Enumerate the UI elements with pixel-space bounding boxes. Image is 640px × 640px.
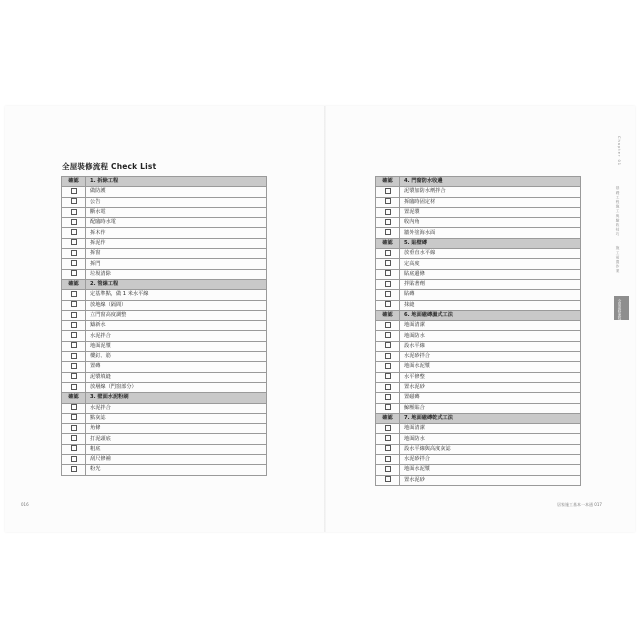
- section-header: [62, 393, 267, 403]
- checkbox-cell: [62, 403, 86, 413]
- checkbox-cell: [62, 352, 86, 362]
- checkbox-cell: [62, 382, 86, 392]
- checkbox[interactable]: [385, 250, 391, 256]
- checklist-item-label: 地面清潔: [400, 321, 581, 331]
- checklist-item-label: 粉光: [86, 465, 267, 475]
- checklist-row: [62, 362, 267, 372]
- checklist-item-label: 放層線（門窗部分）: [86, 382, 267, 392]
- checkbox[interactable]: [71, 209, 77, 215]
- checkbox-cell: [62, 434, 86, 444]
- checklist-item-label: 地面防水: [400, 434, 581, 444]
- checklist-item-label: 拆門: [86, 259, 267, 269]
- checkbox-cell: [62, 455, 86, 465]
- checklist-row: [376, 218, 581, 228]
- checkbox-cell: [62, 238, 86, 248]
- checklist-item-label: 拆窗: [86, 249, 267, 259]
- checklist-item-label: 牆外塗海水面: [400, 228, 581, 238]
- checkbox[interactable]: [385, 219, 391, 225]
- checklist-item-label: 公告: [86, 197, 267, 207]
- checkbox-cell: [62, 341, 86, 351]
- checkbox-cell: [376, 290, 400, 300]
- checkbox[interactable]: [385, 435, 391, 441]
- section-tab-label: 全屋裝修流程: [618, 299, 622, 320]
- checklist-row: [376, 269, 581, 279]
- checkbox[interactable]: [71, 384, 77, 390]
- checklist-item-label: 泥漿填縫: [86, 372, 267, 382]
- section-heading: 5. 貼壁磚: [400, 238, 581, 248]
- checkbox[interactable]: [385, 373, 391, 379]
- checklist-item-label: 放垂直水平線: [400, 249, 581, 259]
- checklist-item-label: 立門窗高度調整: [86, 310, 267, 320]
- checkbox-cell: [376, 228, 400, 238]
- checklist-row: [376, 300, 581, 310]
- section-tab: [614, 296, 629, 320]
- checklist-item-label: 地面泥漿: [86, 341, 267, 351]
- checkbox[interactable]: [71, 301, 77, 307]
- checklist-row: [62, 413, 267, 423]
- checklist-item-label: 地面水泥漿: [400, 362, 581, 372]
- checklist-row: [376, 434, 581, 444]
- checkbox[interactable]: [385, 425, 391, 431]
- checklist-item-label: 定高度: [400, 259, 581, 269]
- checklist-row: [376, 424, 581, 434]
- checkbox[interactable]: [71, 322, 77, 328]
- checkbox-cell: [376, 187, 400, 197]
- checkbox[interactable]: [385, 476, 391, 482]
- checklist-item-label: 泥漿加防水劑拌合: [400, 187, 581, 197]
- checkbox-cell: [62, 218, 86, 228]
- page-title: 全屋裝修流程 Check List: [62, 162, 157, 171]
- checklist-row: [62, 197, 267, 207]
- side-vertical-text-2: 施工前置作業: [616, 246, 620, 274]
- checklist-row: [62, 424, 267, 434]
- checkbox[interactable]: [385, 229, 391, 235]
- checkbox-cell: [376, 393, 400, 403]
- checklist-row: [62, 465, 267, 475]
- checklist-row: [376, 352, 581, 362]
- checklist-item-label: 定基準點，做 1 米水平線: [86, 290, 267, 300]
- checkbox[interactable]: [71, 219, 77, 225]
- checkbox[interactable]: [71, 342, 77, 348]
- section-header: [62, 177, 267, 187]
- section-heading: 2. 管線工程: [86, 279, 267, 289]
- checkbox[interactable]: [385, 209, 391, 215]
- checklist-row: [62, 331, 267, 341]
- checkbox-cell: [62, 187, 86, 197]
- checklist-item-label: 地面水泥漿: [400, 465, 581, 475]
- checkbox[interactable]: [385, 445, 391, 451]
- checkbox-cell: [376, 444, 400, 454]
- checkbox[interactable]: [71, 229, 77, 235]
- checklist-item-label: 拆木作: [86, 228, 267, 238]
- checkbox-cell: [376, 403, 400, 413]
- page-number-right: 居家施工基本一本通 017: [557, 502, 602, 507]
- checkbox-cell: [62, 269, 86, 279]
- checkbox[interactable]: [71, 270, 77, 276]
- checkbox[interactable]: [71, 435, 77, 441]
- checklist-row: [62, 403, 267, 413]
- checkbox[interactable]: [71, 260, 77, 266]
- checkbox-cell: [62, 413, 86, 423]
- checkbox-cell: [376, 207, 400, 217]
- checklist-item-label: 設水平線與高度灰誌: [400, 444, 581, 454]
- checkbox[interactable]: [385, 363, 391, 369]
- checklist-row: [376, 321, 581, 331]
- checklist-item-label: 拆臨時固定材: [400, 197, 581, 207]
- checklist-row: [376, 465, 581, 475]
- checklist-row: [62, 300, 267, 310]
- checkbox-cell: [376, 362, 400, 372]
- checklist-row: [376, 341, 581, 351]
- checklist-row: [376, 228, 581, 238]
- checklist-item-label: 水泥拌合: [86, 403, 267, 413]
- check-column-header: 確認: [376, 413, 400, 423]
- checklist-row: [62, 269, 267, 279]
- checkbox-cell: [376, 259, 400, 269]
- checkbox[interactable]: [71, 445, 77, 451]
- checkbox[interactable]: [385, 198, 391, 204]
- checkbox[interactable]: [71, 466, 77, 472]
- checkbox[interactable]: [385, 260, 391, 266]
- checkbox-cell: [62, 228, 86, 238]
- checkbox[interactable]: [385, 404, 391, 410]
- checklist-row: [62, 249, 267, 259]
- checklist-item-label: 地面防水: [400, 331, 581, 341]
- checklist-item-label: 水平修整: [400, 372, 581, 382]
- checklist-row: [62, 259, 267, 269]
- check-column-header: 確認: [62, 393, 86, 403]
- checkbox-cell: [376, 279, 400, 289]
- checklist-row: [376, 279, 581, 289]
- checklist-item-label: 配臨時水電: [86, 218, 267, 228]
- checkbox-cell: [62, 290, 86, 300]
- checklist-item-label: 設水平線: [400, 341, 581, 351]
- checklist-row: [376, 331, 581, 341]
- checklist-row: [62, 341, 267, 351]
- checkbox-cell: [62, 444, 86, 454]
- checklist-item-label: 置磚: [86, 362, 267, 372]
- checklist-row: [376, 444, 581, 454]
- checklist-item-label: 斷水電: [86, 207, 267, 217]
- checklist-item-label: 點灰誌: [86, 413, 267, 423]
- checklist-table-right: [375, 176, 581, 486]
- checklist-table-left: [61, 176, 267, 476]
- checklist-item-label: 貼底邊條: [400, 269, 581, 279]
- checkbox[interactable]: [71, 239, 77, 245]
- checkbox-cell: [62, 310, 86, 320]
- checklist-item-label: 收內角: [400, 218, 581, 228]
- checkbox-cell: [376, 465, 400, 475]
- checkbox-cell: [376, 475, 400, 485]
- check-column-header: 確認: [62, 177, 86, 187]
- checkbox[interactable]: [71, 373, 77, 379]
- check-column-header: 確認: [376, 238, 400, 248]
- checklist-row: [62, 444, 267, 454]
- checkbox[interactable]: [71, 425, 77, 431]
- checklist-row: [62, 382, 267, 392]
- checklist-row: [62, 321, 267, 331]
- checklist-row: [62, 434, 267, 444]
- checklist-row: [62, 310, 267, 320]
- section-heading: 7. 地面磁磚乾式工法: [400, 413, 581, 423]
- checkbox-cell: [376, 372, 400, 382]
- checklist-row: [376, 393, 581, 403]
- checklist-row: [376, 249, 581, 259]
- checklist-row: [376, 455, 581, 465]
- chapter-label: Chapter 01: [617, 136, 621, 167]
- side-vertical-text: 基礎工程施工與驗收技巧: [616, 186, 620, 237]
- section-header: [376, 310, 581, 320]
- checkbox[interactable]: [385, 322, 391, 328]
- checkbox[interactable]: [385, 332, 391, 338]
- checkbox[interactable]: [71, 198, 77, 204]
- checkbox[interactable]: [385, 301, 391, 307]
- check-column-header: 確認: [62, 279, 86, 289]
- checklist-item-label: 置泥漿: [400, 207, 581, 217]
- checkbox-cell: [376, 300, 400, 310]
- checklist-item-label: 粗底: [86, 444, 267, 454]
- checkbox[interactable]: [385, 466, 391, 472]
- checkbox-cell: [376, 341, 400, 351]
- checklist-item-label: 鯨壓貼合: [400, 403, 581, 413]
- checklist-row: [376, 475, 581, 485]
- checklist-row: [376, 382, 581, 392]
- checkbox[interactable]: [385, 394, 391, 400]
- checkbox[interactable]: [71, 353, 77, 359]
- checkbox[interactable]: [71, 414, 77, 420]
- checkbox-cell: [62, 249, 86, 259]
- checklist-row: [62, 238, 267, 248]
- checkbox[interactable]: [385, 281, 391, 287]
- checklist-item-label: 水泥砂拌合: [400, 352, 581, 362]
- checklist-item-label: 放地線（隔間）: [86, 300, 267, 310]
- checkbox[interactable]: [385, 353, 391, 359]
- section-heading: 1. 拆除工程: [86, 177, 267, 187]
- checkbox[interactable]: [385, 270, 391, 276]
- checklist-item-label: 打泥頭底: [86, 434, 267, 444]
- checkbox-cell: [62, 362, 86, 372]
- checklist-row: [62, 455, 267, 465]
- checklist-item-label: 置磁磚: [400, 393, 581, 403]
- checkbox[interactable]: [71, 291, 77, 297]
- page-number-left: 016: [21, 502, 29, 507]
- checklist-row: [62, 187, 267, 197]
- checklist-row: [376, 403, 581, 413]
- section-header: [376, 413, 581, 423]
- check-column-header: 確認: [376, 177, 400, 187]
- checkbox-cell: [376, 352, 400, 362]
- checkbox[interactable]: [385, 188, 391, 194]
- section-header: [376, 177, 581, 187]
- checklist-item-label: 抹縫: [400, 300, 581, 310]
- checklist-row: [62, 207, 267, 217]
- checkbox-cell: [376, 331, 400, 341]
- checkbox[interactable]: [385, 456, 391, 462]
- checkbox[interactable]: [71, 404, 77, 410]
- section-heading: 6. 地面磁磚濕式工法: [400, 310, 581, 320]
- checkbox-cell: [62, 465, 86, 475]
- checklist-item-label: 置水泥砂: [400, 475, 581, 485]
- checklist-row: [62, 218, 267, 228]
- section-header: [376, 238, 581, 248]
- checkbox-cell: [62, 424, 86, 434]
- checkbox-cell: [376, 455, 400, 465]
- book-gutter: [324, 106, 326, 532]
- checklist-item-label: 垃圾清除: [86, 269, 267, 279]
- checkbox-cell: [62, 321, 86, 331]
- checkbox[interactable]: [71, 188, 77, 194]
- checklist-item-label: 樓釘、筋: [86, 352, 267, 362]
- checklist-item-label: 角條: [86, 424, 267, 434]
- checklist-row: [62, 228, 267, 238]
- checkbox[interactable]: [71, 363, 77, 369]
- checklist-item-label: 貼磚: [400, 290, 581, 300]
- checkbox[interactable]: [71, 332, 77, 338]
- checkbox-cell: [62, 259, 86, 269]
- checkbox-cell: [376, 434, 400, 444]
- checklist-item-label: 做防護: [86, 187, 267, 197]
- checkbox[interactable]: [385, 342, 391, 348]
- checkbox-cell: [376, 382, 400, 392]
- checklist-row: [62, 352, 267, 362]
- checkbox[interactable]: [71, 250, 77, 256]
- checklist-row: [62, 372, 267, 382]
- checkbox-cell: [376, 269, 400, 279]
- checkbox[interactable]: [71, 312, 77, 318]
- checklist-item-label: 水泥砂拌合: [400, 455, 581, 465]
- checkbox[interactable]: [385, 384, 391, 390]
- checkbox[interactable]: [385, 291, 391, 297]
- checklist-item-label: 置水泥砂: [400, 382, 581, 392]
- checklist-item-label: 鑄新水: [86, 321, 267, 331]
- checkbox-cell: [376, 424, 400, 434]
- checkbox-cell: [62, 300, 86, 310]
- checklist-row: [376, 259, 581, 269]
- checklist-row: [376, 207, 581, 217]
- checklist-row: [376, 197, 581, 207]
- checkbox-cell: [62, 207, 86, 217]
- checklist-item-label: 拌貼著劑: [400, 279, 581, 289]
- checkbox-cell: [376, 218, 400, 228]
- check-column-header: 確認: [376, 310, 400, 320]
- checklist-item-label: 拆泥作: [86, 238, 267, 248]
- section-heading: 3. 壁面水泥粉刷: [86, 393, 267, 403]
- checklist-row: [376, 362, 581, 372]
- checkbox-cell: [376, 321, 400, 331]
- book-spread: [5, 106, 635, 532]
- checklist-row: [376, 187, 581, 197]
- checkbox-cell: [376, 197, 400, 207]
- checklist-item-label: 水泥拌合: [86, 331, 267, 341]
- checklist-row: [376, 290, 581, 300]
- checklist-row: [62, 290, 267, 300]
- checkbox-cell: [62, 197, 86, 207]
- checkbox[interactable]: [71, 456, 77, 462]
- section-header: [62, 279, 267, 289]
- checklist-item-label: 刮尺修補: [86, 455, 267, 465]
- checkbox-cell: [62, 331, 86, 341]
- checklist-row: [376, 372, 581, 382]
- checklist-item-label: 地面清潔: [400, 424, 581, 434]
- checkbox-cell: [376, 249, 400, 259]
- checkbox-cell: [62, 372, 86, 382]
- section-heading: 4. 門窗防水收邊: [400, 177, 581, 187]
